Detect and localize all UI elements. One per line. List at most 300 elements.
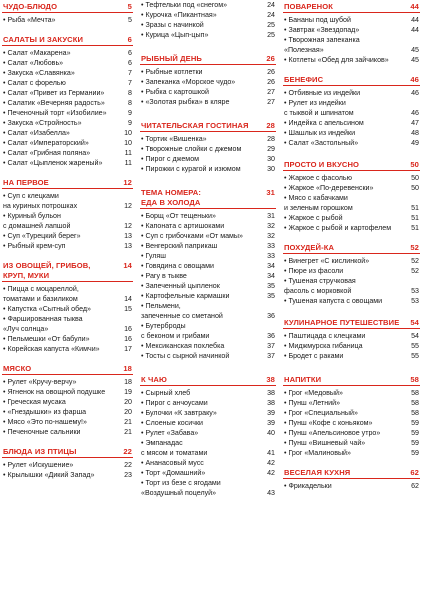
recipe-title: • Мексиканская похлебка	[141, 342, 225, 350]
toc-entry	[2, 397, 133, 407]
recipe-title: • Печеночные сальники	[3, 428, 81, 436]
recipe-page-number: 46	[411, 109, 419, 117]
toc-entry	[140, 458, 276, 468]
recipe-title: • Салат «Изабелла»	[3, 129, 70, 137]
section-heading	[2, 259, 133, 282]
toc-entry	[140, 408, 276, 418]
toc-entry	[2, 138, 133, 148]
recipe-title: • Суп «Турецкий берег»	[3, 232, 81, 240]
recipe-page-number: 23	[124, 471, 132, 479]
recipe-page-number: 58	[411, 399, 419, 407]
toc-section	[2, 0, 133, 25]
toc-entry	[140, 154, 276, 164]
recipe-page-number: 43	[267, 489, 275, 497]
toc-entry	[140, 261, 276, 271]
recipe-title: • Суп с клецками на куриных потрошках	[3, 192, 78, 210]
recipe-page-number: 51	[411, 224, 419, 232]
section-title: ИЗ ОВОЩЕЙ, ГРИБОВ, КРУП, МУКИ	[3, 261, 91, 280]
recipe-page-number: 7	[128, 79, 132, 87]
recipe-page-number: 8	[128, 99, 132, 107]
recipe-title: • Рулет «Искушение»	[3, 461, 74, 469]
section-title: БЛЮДА ИЗ ПТИЦЫ	[3, 447, 77, 456]
recipe-page-number: 52	[411, 257, 419, 265]
recipe-page-number: 49	[411, 139, 419, 147]
toc-column-left	[2, 0, 133, 600]
recipe-page-number: 58	[411, 409, 419, 417]
recipe-title: • Салат «Застольный»	[284, 139, 359, 147]
toc-entry	[283, 193, 420, 213]
recipe-page-number: 9	[128, 119, 132, 127]
toc-entry	[2, 191, 133, 211]
recipe-page-number: 59	[411, 439, 419, 447]
toc-entry	[2, 334, 133, 344]
section-title: ЧУДО-БЛЮДО	[3, 2, 58, 11]
recipe-page-number: 19	[124, 388, 132, 396]
toc-entry	[2, 118, 133, 128]
recipe-title: • Рыбка с картошкой	[141, 88, 209, 96]
toc-entry	[283, 256, 420, 266]
toc-entry	[2, 58, 133, 68]
recipe-title: • Греческая мусака	[3, 398, 66, 406]
toc-entry	[283, 351, 420, 361]
section-page-number: 38	[266, 375, 275, 384]
section-heading	[2, 176, 133, 189]
recipe-page-number: 55	[411, 352, 419, 360]
section-title: САЛАТЫ И ЗАКУСКИ	[3, 35, 84, 44]
toc-section	[283, 0, 420, 65]
recipe-title: • Корейская капуста «Кимчи»	[3, 345, 100, 353]
toc-entry	[2, 304, 133, 314]
recipe-page-number: 37	[267, 352, 275, 360]
recipe-title: • Тортик «Вишенка»	[141, 135, 207, 143]
toc-entry	[283, 276, 420, 296]
section-page-number: 62	[410, 468, 419, 477]
toc-section	[140, 186, 276, 361]
toc-entry	[283, 341, 420, 351]
recipe-title: • Картофельные кармашки	[141, 292, 230, 300]
recipe-page-number: 12	[124, 222, 132, 230]
toc-entry	[140, 341, 276, 351]
toc-entry	[140, 398, 276, 408]
recipe-page-number: 10	[124, 129, 132, 137]
recipe-page-number: 51	[411, 214, 419, 222]
toc-entry	[2, 231, 133, 241]
recipe-page-number: 28	[267, 135, 275, 143]
toc-entry	[283, 213, 420, 223]
recipe-title: • Печеночный торт «Изобилие»	[3, 109, 107, 117]
toc-entry	[283, 398, 420, 408]
recipe-title: • Рулет «Кручу-верчу»	[3, 378, 77, 386]
recipe-title: • «Золотая рыбка» в кляре	[141, 98, 230, 106]
toc-entry	[2, 15, 133, 25]
toc-section	[140, 373, 276, 498]
recipe-page-number: 32	[267, 232, 275, 240]
recipe-title: • Творожные слойки с джемом	[141, 145, 242, 153]
recipe-page-number: 13	[124, 232, 132, 240]
section-page-number: 14	[123, 261, 132, 270]
toc-entry	[283, 128, 420, 138]
recipe-title: • Фаршированная тыква «Луч солнца»	[3, 315, 83, 333]
recipe-title: • Булочки «К завтраку»	[141, 409, 217, 417]
recipe-title: • Пирожки с курагой и изюмом	[141, 165, 241, 173]
toc-section	[140, 0, 276, 40]
toc-entry	[2, 128, 133, 138]
section-page-number: 12	[123, 178, 132, 187]
toc-entry	[140, 321, 276, 341]
section-title: ПОВАРЕНОК	[284, 2, 334, 11]
recipe-title: • Жаркое с фасолью	[284, 174, 352, 182]
toc-entry	[140, 231, 276, 241]
section-page-number: 31	[266, 188, 275, 197]
recipe-title: • Ягненок на овощной подушке	[3, 388, 106, 396]
recipe-title: • Слоеные косички	[141, 419, 204, 427]
toc-entry	[140, 221, 276, 231]
section-heading	[2, 33, 133, 46]
toc-section	[283, 466, 420, 491]
section-page-number: 46	[410, 75, 419, 84]
recipe-page-number: 52	[411, 267, 419, 275]
recipe-page-number: 12	[124, 202, 132, 210]
toc-entry	[283, 331, 420, 341]
toc-entry	[2, 284, 133, 304]
recipe-page-number: 17	[124, 345, 132, 353]
toc-entry	[2, 427, 133, 437]
recipe-page-number: 6	[128, 59, 132, 67]
recipe-title: • Пирог с анчоусами	[141, 399, 208, 407]
section-page-number: 44	[410, 2, 419, 11]
recipe-title: • Завтрак «Звездопад»	[284, 26, 360, 34]
recipe-title: • Винегрет «С кислинкой»	[284, 257, 370, 265]
recipe-page-number: 51	[411, 204, 419, 212]
section-page-number: 26	[266, 54, 275, 63]
recipe-page-number: 6	[128, 49, 132, 57]
recipe-title: • Венгерский паприкаш	[141, 242, 218, 250]
recipe-page-number: 24	[267, 1, 275, 9]
toc-entry	[2, 377, 133, 387]
recipe-title: • Тушеная капуста с овощами	[284, 297, 383, 305]
section-page-number: 22	[123, 447, 132, 456]
recipe-title: • Салат «Привет из Германии»	[3, 89, 105, 97]
recipe-page-number: 26	[267, 68, 275, 76]
section-heading	[283, 316, 420, 329]
recipe-page-number: 41	[267, 449, 275, 457]
toc-entry	[2, 48, 133, 58]
recipe-title: • Пунш «Апельсиновое утро»	[284, 429, 381, 437]
recipe-page-number: 37	[267, 342, 275, 350]
section-heading	[283, 0, 420, 13]
section-heading	[283, 73, 420, 86]
recipe-page-number: 44	[411, 16, 419, 24]
recipe-title: • Грог «Специальный»	[284, 409, 358, 417]
section-page-number: 54	[410, 318, 419, 327]
toc-entry	[140, 291, 276, 301]
toc-entry	[140, 30, 276, 40]
recipe-page-number: 33	[267, 242, 275, 250]
recipe-title: • Индейка с апельсином	[284, 119, 364, 127]
recipe-title: • Жаркое с рыбой	[284, 214, 343, 222]
recipe-title: • Грог «Медовый»	[284, 389, 343, 397]
recipe-title: • Рулет «Забава»	[141, 429, 199, 437]
toc-entry	[283, 15, 420, 25]
recipe-page-number: 44	[411, 26, 419, 34]
toc-entry	[140, 67, 276, 77]
toc-entry	[2, 148, 133, 158]
recipe-page-number: 13	[124, 242, 132, 250]
toc-section	[283, 373, 420, 458]
recipe-page-number: 25	[267, 31, 275, 39]
toc-entry	[283, 296, 420, 306]
toc-entry	[283, 183, 420, 193]
recipe-page-number: 9	[128, 109, 132, 117]
toc-section	[2, 445, 133, 480]
toc-entry	[2, 417, 133, 427]
recipe-title: • Эмпанадас с мясом и томатами	[141, 439, 208, 457]
recipe-title: • Запеченный цыпленок	[141, 282, 220, 290]
recipe-title: • Закуска «Славянка»	[3, 69, 75, 77]
toc-entry	[283, 418, 420, 428]
recipe-title: • Рагу в тыкве	[141, 272, 187, 280]
recipe-title: • Тушеная стручковая фасоль с морковкой	[284, 277, 356, 295]
toc-entry	[2, 108, 133, 118]
recipe-title: • Жаркое с рыбой и картофелем	[284, 224, 392, 232]
recipe-title: • Паштицада с клецками	[284, 332, 366, 340]
recipe-page-number: 34	[267, 262, 275, 270]
toc-section	[283, 316, 420, 361]
recipe-title: • Пельмени, запеченные со сметаной	[141, 302, 223, 320]
section-heading	[283, 158, 420, 171]
toc-entry	[283, 88, 420, 98]
recipe-title: • Грог «Малиновый»	[284, 449, 351, 457]
recipe-page-number: 32	[267, 222, 275, 230]
toc-entry	[140, 77, 276, 87]
toc-entry	[140, 301, 276, 321]
recipe-page-number: 50	[411, 174, 419, 182]
recipe-page-number: 8	[128, 89, 132, 97]
recipe-title: • Рыбные котлетки	[141, 68, 203, 76]
section-page-number: 52	[410, 243, 419, 252]
recipe-page-number: 38	[267, 399, 275, 407]
recipe-page-number: 46	[411, 89, 419, 97]
toc-entry	[140, 251, 276, 261]
toc-section	[283, 158, 420, 233]
recipe-page-number: 27	[267, 98, 275, 106]
toc-entry	[2, 460, 133, 470]
section-heading	[140, 186, 276, 209]
recipe-page-number: 42	[267, 469, 275, 477]
recipe-page-number: 33	[267, 252, 275, 260]
recipe-page-number: 16	[124, 335, 132, 343]
recipe-title: • Пунш «Летний»	[284, 399, 341, 407]
section-title: МЯСКО	[3, 364, 32, 373]
recipe-page-number: 39	[267, 419, 275, 427]
recipe-title: • Рыба «Мечта»	[3, 16, 56, 24]
recipe-title: • Торт «Домашний»	[141, 469, 206, 477]
recipe-title: • Пюре из фасоли	[284, 267, 344, 275]
recipe-page-number: 42	[267, 459, 275, 467]
recipe-title: • Борщ «От тещеньки»	[141, 212, 216, 220]
recipe-page-number: 31	[267, 212, 275, 220]
recipe-page-number: 36	[267, 312, 275, 320]
recipe-page-number: 35	[267, 292, 275, 300]
section-page-number: 5	[127, 2, 132, 11]
recipe-page-number: 16	[124, 325, 132, 333]
toc-entry	[140, 10, 276, 20]
toc-entry	[140, 468, 276, 478]
recipe-page-number: 30	[267, 165, 275, 173]
toc-entry	[140, 211, 276, 221]
toc-section	[2, 33, 133, 168]
recipe-page-number: 22	[124, 461, 132, 469]
toc-entry	[283, 428, 420, 438]
recipe-title: • Шашлык из индейки	[284, 129, 356, 137]
recipe-page-number: 50	[411, 184, 419, 192]
toc-section	[2, 176, 133, 251]
recipe-page-number: 11	[124, 159, 132, 167]
toc-entry	[283, 438, 420, 448]
section-title: ЧИТАТЕЛЬСКАЯ ГОСТИНАЯ	[141, 121, 249, 130]
section-title: ПОХУДЕЙ-КА	[284, 243, 335, 252]
section-heading	[283, 241, 420, 254]
recipe-title: • «Гнездышки» из фарша	[3, 408, 87, 416]
toc-entry	[2, 470, 133, 480]
recipe-page-number: 36	[267, 332, 275, 340]
toc-entry	[2, 241, 133, 251]
toc-entry	[2, 344, 133, 354]
recipe-page-number: 38	[267, 389, 275, 397]
recipe-page-number: 14	[124, 295, 132, 303]
recipe-title: • Ананасовый мусс	[141, 459, 204, 467]
recipe-title: • Салат с форелью	[3, 79, 66, 87]
toc-entry	[283, 408, 420, 418]
recipe-title: • Пицца с моцареллой, томатами и базиликом	[3, 285, 79, 303]
toc-entry	[283, 173, 420, 183]
toc-entry	[283, 98, 420, 118]
recipe-page-number: 58	[411, 389, 419, 397]
toc-entry	[140, 20, 276, 30]
recipe-page-number: 26	[267, 78, 275, 86]
section-heading	[283, 466, 420, 479]
recipe-title: • Бананы под шубой	[284, 16, 351, 24]
recipe-page-number: 20	[124, 398, 132, 406]
recipe-page-number: 45	[411, 56, 419, 64]
recipe-title: • Капустка «Сытный обед»	[3, 305, 91, 313]
recipe-title: • Пельмешки «От бабули»	[3, 335, 90, 343]
toc-entry	[2, 407, 133, 417]
recipe-title: • Салат «Любовь»	[3, 59, 64, 67]
section-page-number: 18	[123, 364, 132, 373]
section-page-number: 58	[410, 375, 419, 384]
recipe-title: • Курочка «Пикантная»	[141, 11, 217, 19]
section-heading	[2, 445, 133, 458]
toc-entry	[140, 428, 276, 438]
recipe-page-number: 10	[124, 139, 132, 147]
section-title: НА ПЕРВОЕ	[3, 178, 49, 187]
recipe-title: • Салат «Грибная поляна»	[3, 149, 91, 157]
recipe-page-number: 59	[411, 449, 419, 457]
recipe-title: • Бутерброды с беконом и грибами	[141, 322, 210, 340]
toc-entry	[283, 266, 420, 276]
recipe-title: • Закуска «Стройность»	[3, 119, 82, 127]
section-page-number: 6	[127, 35, 132, 44]
recipe-page-number: 59	[411, 419, 419, 427]
recipe-title: • Тефтельки под «снегом»	[141, 1, 228, 9]
toc-section	[140, 119, 276, 174]
section-title: ПРОСТО И ВКУСНО	[284, 160, 360, 169]
recipe-page-number: 5	[128, 16, 132, 24]
recipe-title: • Мясо с кабачками и зеленым горошком	[284, 194, 353, 212]
toc-entry	[283, 35, 420, 55]
recipe-title: • Суп с грибочками «От мамы»	[141, 232, 243, 240]
section-title: К ЧАЮ	[141, 375, 167, 384]
toc-entry	[283, 481, 420, 491]
toc-entry	[2, 78, 133, 88]
recipe-title: • Зразы с начинкой	[141, 21, 204, 29]
recipe-title: • Миджмурска гибаница	[284, 342, 363, 350]
toc-entry	[283, 223, 420, 233]
recipe-title: • Сырный хлеб	[141, 389, 191, 397]
recipe-page-number: 27	[267, 88, 275, 96]
toc-entry	[2, 158, 133, 168]
section-title: НАПИТКИ	[284, 375, 322, 384]
section-title: РЫБНЫЙ ДЕНЬ	[141, 54, 202, 63]
recipe-title: • Бродет с раками	[284, 352, 344, 360]
recipe-page-number: 34	[267, 272, 275, 280]
toc-entry	[2, 98, 133, 108]
section-heading	[283, 373, 420, 386]
recipe-title: • Рыбный крем-суп	[3, 242, 66, 250]
toc-section	[2, 259, 133, 354]
recipe-title: • Рулет из индейки с тыквой и шпинатом	[284, 99, 354, 117]
recipe-title: • Пунш «Кофе с коньяком»	[284, 419, 373, 427]
recipe-page-number: 21	[124, 428, 132, 436]
toc-entry	[283, 388, 420, 398]
recipe-page-number: 21	[124, 418, 132, 426]
section-heading	[140, 119, 276, 132]
recipe-page-number: 48	[411, 129, 419, 137]
toc-entry	[2, 314, 133, 334]
recipe-page-number: 59	[411, 429, 419, 437]
section-title: ТЕМА НОМЕРА: ЕДА В ХОЛОДА	[141, 188, 202, 207]
recipe-title: • Мясо «Это по-нашему!»	[3, 418, 87, 426]
section-heading	[140, 52, 276, 65]
recipe-page-number: 53	[411, 297, 419, 305]
toc-entry	[140, 271, 276, 281]
recipe-title: • Отбивные из индейки	[284, 89, 361, 97]
toc-entry	[140, 241, 276, 251]
recipe-page-number: 54	[411, 332, 419, 340]
toc-entry	[2, 88, 133, 98]
toc-entry	[140, 164, 276, 174]
recipe-page-number: 47	[411, 119, 419, 127]
recipe-page-number: 62	[411, 482, 419, 490]
recipe-page-number: 30	[267, 155, 275, 163]
recipe-page-number: 45	[411, 46, 419, 54]
recipe-title: • Капоната с артишоками	[141, 222, 225, 230]
recipe-title: • Пирог с джемом	[141, 155, 200, 163]
toc-section	[283, 241, 420, 306]
section-heading	[2, 362, 133, 375]
recipe-title: • Салат «Императорский»	[3, 139, 89, 147]
toc-entry	[140, 418, 276, 428]
recipe-page-number: 24	[267, 11, 275, 19]
recipe-page-number: 40	[267, 429, 275, 437]
section-heading	[2, 0, 133, 13]
toc-entry	[140, 281, 276, 291]
recipe-title: • Гуляш	[141, 252, 166, 260]
recipe-title: • Творожная запеканка «Полезная»	[284, 36, 360, 54]
toc-entry	[140, 97, 276, 107]
toc-section	[283, 73, 420, 148]
